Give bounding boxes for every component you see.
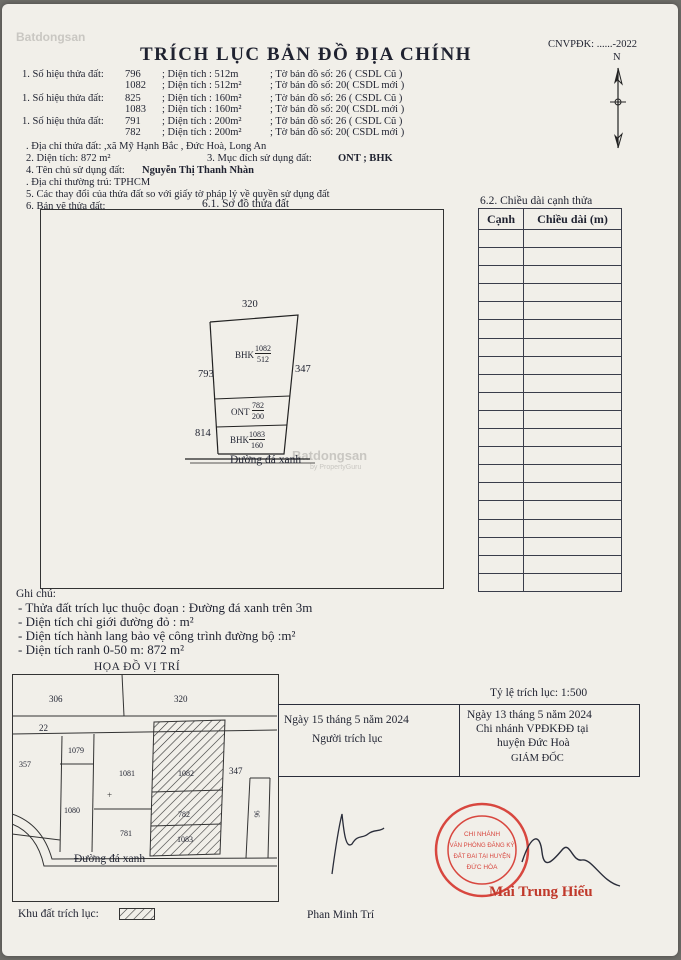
table-row <box>479 266 622 284</box>
owner-residence: . Địa chỉ thường trú: TPHCM <box>26 177 151 188</box>
parcel-sheet-4: ; Tờ bản đồ số: 20( CSDL mới ) <box>270 104 405 115</box>
owner-label: 4. Tên chủ sử dụng đất: <box>26 165 125 176</box>
loc-parcel-1081: 1081 <box>119 769 135 778</box>
right-date: Ngày 13 tháng 5 năm 2024 <box>467 709 592 721</box>
loc-parcel-96: 96 <box>253 810 262 818</box>
loc-parcel-357: 357 <box>19 760 31 769</box>
sketch-parcel-1083-num: 1083 <box>249 430 265 439</box>
parcel-num-4: 1083 <box>125 104 146 115</box>
left-date: Ngày 15 tháng 5 năm 2024 <box>284 714 409 726</box>
parcel-num-6: 782 <box>125 127 141 138</box>
table-row <box>479 320 622 338</box>
edge-length-table <box>478 208 622 592</box>
right-signer-name: Mai Trung Hiếu <box>489 884 593 900</box>
loc-parcel-1083: 1083 <box>177 835 193 844</box>
parcel-sheet-3: ; Tờ bản đồ số: 26 ( CSDL Cũ ) <box>270 93 403 104</box>
edge-length-title: 6.2. Chiều dài cạnh thửa <box>480 195 593 207</box>
parcel-sketch-lines <box>40 209 444 589</box>
sketch-parcel-1082-area: 512 <box>257 355 269 364</box>
loc-parcel-347: 347 <box>229 766 243 776</box>
sketch-title: 6.1. Sơ đồ thửa đất <box>202 198 290 210</box>
parcel-num-3: 825 <box>125 93 141 104</box>
legend-label: Khu đất trích lục: <box>18 908 99 920</box>
parcel-num-2: 1082 <box>125 80 146 91</box>
loc-parcel-781: 781 <box>120 829 132 838</box>
note-line-1: - Thửa đất trích lục thuộc đoạn : Đường đá xanh trên 3m <box>18 600 313 615</box>
sketch-parcel-1082-num: 1082 <box>255 344 271 353</box>
left-signature-icon <box>322 804 392 884</box>
table-row <box>479 537 622 555</box>
watermark-center: Batdongsan <box>292 448 368 463</box>
parcel-area-6: ; Diện tích : 200m² <box>162 127 242 138</box>
drawing-label: 6. Bản vẽ thửa đất: <box>26 201 106 212</box>
notes-title: Ghi chú: <box>16 588 56 600</box>
table-row <box>479 356 622 374</box>
parcel-area-1: ; Diện tích : 512m <box>162 69 239 80</box>
sketch-parcel-782-area: 200 <box>252 412 264 421</box>
parcel-num-1: 796 <box>125 69 141 80</box>
right-role: GIÁM ĐỐC <box>511 753 564 764</box>
table-row <box>479 338 622 356</box>
left-role: Người trích lục <box>312 733 383 745</box>
total-area: 2. Diện tích: 872 m² <box>26 153 111 164</box>
table-row <box>479 410 622 428</box>
svg-text:+: + <box>107 790 113 800</box>
parcel-prefix-1: 1. Số hiệu thửa đất: <box>22 69 104 80</box>
table-row <box>479 429 622 447</box>
north-label: N <box>613 52 621 63</box>
parcel-num-5: 791 <box>125 116 141 127</box>
parcel-sheet-1: ; Tờ bản đồ số: 26 ( CSDL Cũ ) <box>270 69 403 80</box>
loc-parcel-782: 782 <box>178 810 190 819</box>
document-code: CNVPĐK: ......-2022 <box>548 39 637 50</box>
cadastral-document <box>2 4 678 956</box>
table-row <box>479 392 622 410</box>
parcel-sheet-5: ; Tờ bản đồ số: 26 ( CSDL Cũ ) <box>270 116 403 127</box>
table-row <box>479 465 622 483</box>
land-purpose-label: 3. Mục đích sử dụng đất: <box>207 153 312 164</box>
edge-header-length: Chiều dài (m) <box>524 209 622 230</box>
sketch-neighbor-793: 793 <box>198 369 214 380</box>
sketch-parcel-782-type: ONT <box>231 407 250 417</box>
sketch-neighbor-347: 347 <box>295 364 311 375</box>
table-row <box>479 302 622 320</box>
parcel-prefix-3: 1. Số hiệu thửa đất: <box>22 93 104 104</box>
hatch-legend-icon <box>119 908 155 920</box>
sketch-parcel-782-num: 782 <box>252 401 264 410</box>
parcel-area-5: ; Diện tích : 200m² <box>162 116 242 127</box>
table-row <box>479 447 622 465</box>
loc-parcel-320: 320 <box>174 694 188 704</box>
table-row <box>479 230 622 248</box>
parcel-address: . Địa chỉ thửa đất: ,xã Mỹ Hạnh Bắc , Đức Hoà, Long An <box>26 141 267 152</box>
parcel-area-4: ; Diện tích : 160m² <box>162 104 242 115</box>
sketch-road-label: Đường đá xanh <box>230 454 302 466</box>
table-row <box>479 374 622 392</box>
stamp-line-3: ĐẤT ĐAI TẠI HUYỆN <box>453 854 511 860</box>
table-row <box>479 555 622 573</box>
parcel-sheet-6: ; Tờ bản đồ số: 20( CSDL mới ) <box>270 127 405 138</box>
right-org-line2: huyện Đức Hoà <box>497 737 570 749</box>
table-row <box>479 284 622 302</box>
page-title: TRÍCH LỤC BẢN ĐỒ ĐỊA CHÍNH <box>140 44 472 65</box>
changes-note: 5. Các thay đổi của thửa đất so với giấy tờ pháp lý về quyền sử dụng đất <box>26 189 330 200</box>
sketch-parcel-1083-area: 160 <box>251 441 263 450</box>
location-map-title: HỌA ĐỒ VỊ TRÍ <box>94 661 181 673</box>
sketch-parcel-1082-type: BHK <box>235 350 255 360</box>
edge-header-side: Cạnh <box>479 209 524 230</box>
note-line-4: - Diện tích ranh 0-50 m: 872 m² <box>18 642 185 657</box>
loc-parcel-1082: 1082 <box>178 769 194 778</box>
stamp-line-4: ĐỨC HÒA <box>466 864 498 871</box>
watermark-sub: by PropertyGuru <box>310 464 362 471</box>
table-row <box>479 519 622 537</box>
sketch-parcel-1083-type: BHK <box>230 435 250 445</box>
note-line-2: - Diện tích chỉ giới đường đỏ : m² <box>18 614 194 629</box>
table-row <box>479 248 622 266</box>
parcel-prefix-5: 1. Số hiệu thửa đất: <box>22 116 104 127</box>
loc-parcel-22: 22 <box>39 723 48 733</box>
loc-road-label: Đường đá xanh <box>74 853 146 865</box>
stamp-line-2: VĂN PHÒNG ĐĂNG KÝ <box>449 843 515 849</box>
loc-parcel-1079: 1079 <box>68 746 84 755</box>
table-row <box>479 573 622 591</box>
stamp-line-1: CHI NHÁNH <box>463 831 501 838</box>
sketch-neighbor-814: 814 <box>195 428 211 439</box>
watermark: Batdongsan <box>16 30 86 44</box>
owner-name: Nguyễn Thị Thanh Nhàn <box>142 165 254 176</box>
parcel-area-2: ; Diện tích : 512m² <box>162 80 242 91</box>
north-arrow-icon <box>606 66 630 152</box>
scale-label: Tỷ lệ trích lục: 1:500 <box>490 687 588 699</box>
table-row <box>479 483 622 501</box>
parcel-area-3: ; Diện tích : 160m² <box>162 93 242 104</box>
sketch-neighbor-320: 320 <box>242 299 258 310</box>
location-map-lines <box>12 674 279 902</box>
land-purpose-value: ONT ; BHK <box>338 153 393 164</box>
right-org-line1: Chi nhánh VPĐKĐĐ tại <box>476 723 589 735</box>
note-line-3: - Diện tích hành lang bảo vệ công trình đường bộ :m² <box>18 628 296 643</box>
loc-parcel-306: 306 <box>49 694 63 704</box>
loc-parcel-1080: 1080 <box>64 806 80 815</box>
parcel-sheet-2: ; Tờ bản đồ số: 20( CSDL mới ) <box>270 80 405 91</box>
table-row <box>479 501 622 519</box>
left-signer-name: Phan Minh Trí <box>307 909 375 921</box>
